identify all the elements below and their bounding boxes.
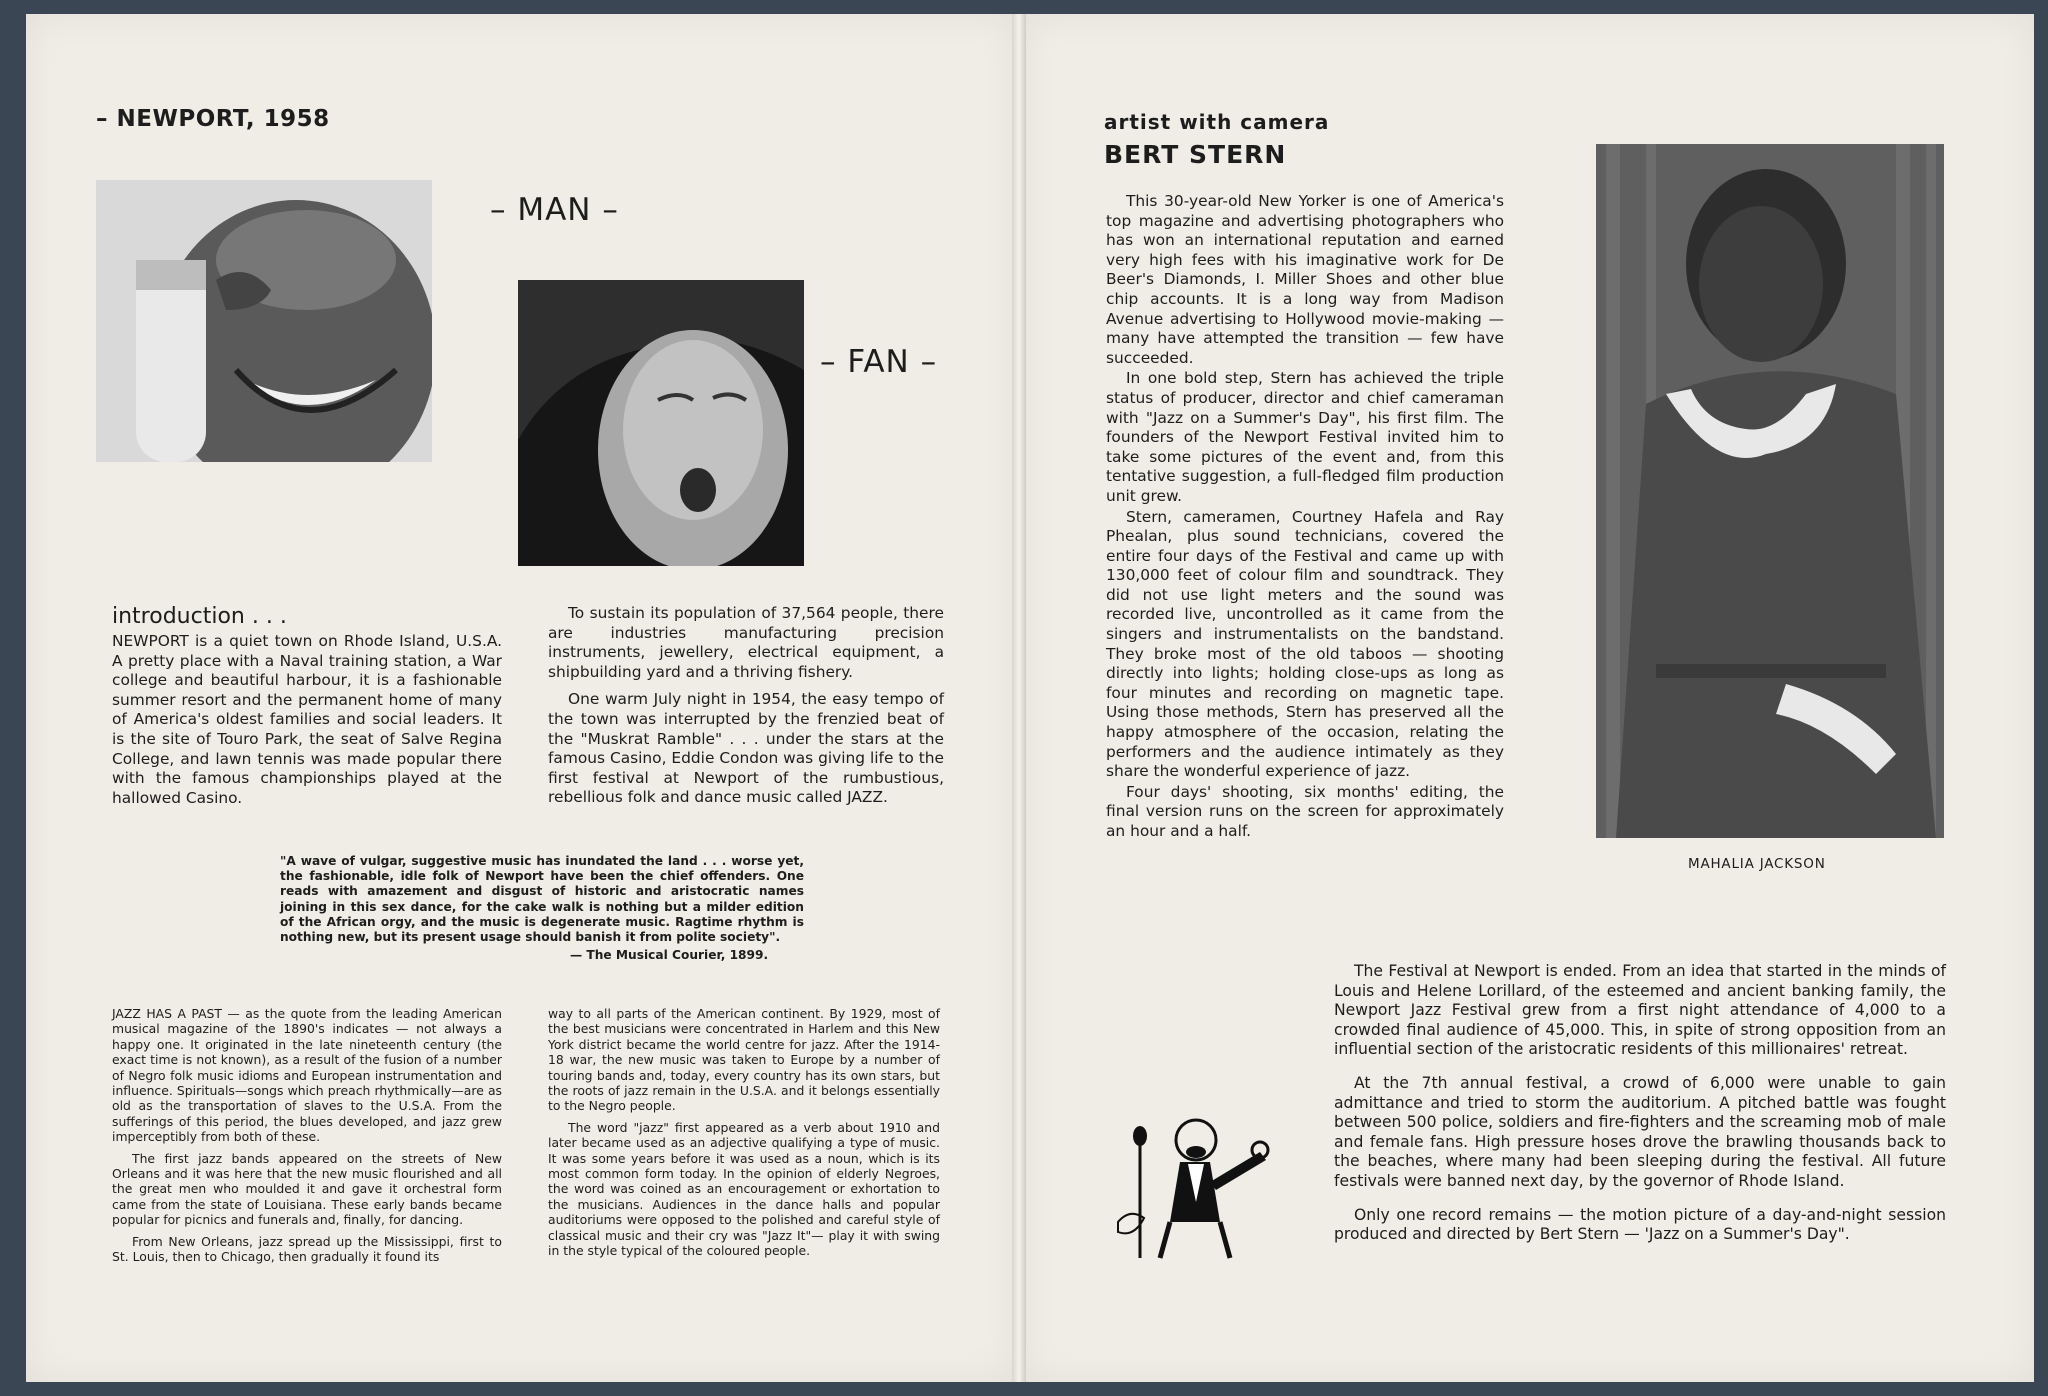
fan-label: – FAN –: [820, 344, 938, 380]
booklet-spine: [1012, 14, 1026, 1382]
intro-right-column: [548, 604, 944, 816]
jazz-history-left-column: [112, 1006, 502, 1271]
stern-paragraph: In one bold step, Stern has achieved the triple status of producer, director and chief cameraman with "Jazz on a Summer's Day", his first film. The founders of the Newport Festival invited him to take some pictures of the event and, from this tentative suggestion, a full-fledged film production unit grew.: [1106, 369, 1504, 505]
intro-paragraph: NEWPORT is a quiet town on Rhode Island, U.S.A. A pretty place with a Naval training station, a War college and beautiful harbour, it is a fashionable summer resort and the permanent home of many of America's oldest families and social leaders. It is the site of Touro Park, the seat of Salve Regina College, and lawn tennis was made popular there with the famous championships played at the hallowed Casino.: [112, 632, 502, 807]
population-paragraph: To sustain its population of 37,564 people, there are industries manufacturing precision instruments, jewellery, electrical equipment, a shipbuilding yard and a thriving fishery.: [548, 604, 944, 681]
bert-stern-column: [1106, 192, 1504, 843]
jazz-history-paragraph: JAZZ HAS A PAST — as the quote from the leading American musical magazine of the 1890's indicates — not always a happy one. It originated in the late nineteenth century (the exact time is not known), as a result of the fusion of a number of Negro folk music idioms and European instrumentation and influence. Spirituals—songs which preach rhythmically—are as old as the transportation of slaves to the U.S.A. From the sufferings of this period, the blues developed, and jazz grew imperceptibly from both of these.: [112, 1006, 502, 1145]
intro-left-column: [112, 632, 502, 816]
man-photo: [96, 180, 432, 462]
ending-paragraph: Only one record remains — the motion picture of a day-and-night session produced and directed by Bert Stern — 'Jazz on a Summer's Day".: [1334, 1205, 1946, 1244]
newport-title: – NEWPORT, 1958: [96, 106, 330, 132]
festival-ending-column: [1334, 962, 1946, 1259]
jazz-musician-cartoon: [1110, 1112, 1272, 1260]
stern-paragraph: Stern, cameramen, Courtney Hafela and Ray Phealan, plus sound technicians, covered the entire four days of the Festival and came up with 130,000 feet of colour film and soundtrack. They did not use light meters and the sound was recorded live, uncontrolled as it came from the singers and instrumentalists on the bandstand. They broke most of the old taboos — shooting directly into lights; holding close-ups as long as four minutes and recording on magnetic tape. Using those methods, Stern has preserved all the happy atmosphere of the occasion, relating the performers and the audience intimately as they share the wonderful experience of jazz.: [1106, 507, 1504, 781]
first-festival-paragraph: One warm July night in 1954, the easy tempo of the town was interrupted by the frenzied beat of the "Muskrat Ramble" . . . under the stars at the famous Casino, Eddie Condon was giving life to the first festival at Newport of the rumbustious, rebellious folk and dance music called JAZZ.: [548, 690, 944, 807]
jazz-history-paragraph: way to all parts of the American continent. By 1929, most of the best musicians were concentrated in Harlem and this New York district became the world centre for jazz. After the 1914-18 war, the new music was taken to Europe by a number of touring bands and, today, every country has its own stars, but the roots of jazz remain in the U.S.A. and it belongs essentially to the Negro people.: [548, 1006, 940, 1114]
jazz-history-paragraph: From New Orleans, jazz spread up the Mississippi, first to St. Louis, then to Chicago, then gradually it found its: [112, 1233, 502, 1265]
quote-attribution: — The Musical Courier, 1899.: [570, 948, 769, 962]
stern-paragraph: This 30-year-old New Yorker is one of America's top magazine and advertising photographers who has won an international reputation and earned very high fees with his imaginative work for De Beer's Diamonds, I. Miller Shoes and other blue chip accounts. It is a long way from Madison Avenue advertising to Hollywood movie-making — many have attempted the transition — few have succeeded.: [1106, 192, 1504, 367]
man-label: – MAN –: [490, 192, 619, 228]
ending-paragraph: At the 7th annual festival, a crowd of 6,000 were unable to gain admittance and tried to storm the auditorium. A pitched battle was fought between 500 police, soldiers and fire-fighters and the screaming mob of male and female fans. High pressure hoses drove the brawling thousands back to the beaches, where many had been sleeping during the festival. All future festivals were banned next day, by the governor of Rhode Island.: [1334, 1073, 1946, 1190]
photo-caption: MAHALIA JACKSON: [1688, 856, 1826, 872]
musical-courier-quote: "A wave of vulgar, suggestive music has inundated the land . . . worse yet, the fashionable, idle folk of Newport have been the chief offenders. One reads with amazement and disgust of historic and aristocratic names joining in this sex dance, for the cake walk is nothing but a milder edition of the African orgy, and the music is degenerate music. Ragtime rhythm is nothing new, but its present usage should banish it from polite society".: [280, 854, 804, 945]
jazz-history-paragraph: The word "jazz" first appeared as a verb about 1910 and later became used as an adjective qualifying a type of music. It was some years before it was used as a noun, which is its most common form today. In the opinion of elderly Negroes, the word was coined as an encouragement or exhortation to the musicians. Audiences in the dance halls and popular auditoriums were opposed to the polished and careful style of classical music and their cry was "Jazz It"— play it with swing in the style typical of the coloured people.: [548, 1119, 940, 1259]
fan-photo: [518, 280, 804, 566]
artist-kicker: artist with camera: [1104, 110, 1330, 134]
ending-paragraph: The Festival at Newport is ended. From an idea that started in the minds of Louis and Helene Lorillard, of the esteemed and ancient banking family, the Newport Jazz Festival grew from a first night attendance of 4,000 to a crowded final audience of 45,000. This, in spite of strong opposition from an influential section of the aristocratic residents of this millionaires' retreat.: [1334, 962, 1946, 1059]
introduction-heading: introduction . . .: [112, 604, 287, 629]
jazz-history-paragraph: The first jazz bands appeared on the streets of New Orleans and it was here that the new music flourished and all the great men who moulded it and gave it orchestral form came from the state of Louisiana. These early bands became popular for picnics and funerals and, finally, for dancing.: [112, 1150, 502, 1228]
jazz-history-right-column: [548, 1006, 940, 1265]
bert-stern-heading: BERT STERN: [1104, 140, 1287, 169]
mahalia-jackson-photo: [1596, 144, 1944, 838]
stern-paragraph: Four days' shooting, six months' editing, the final version runs on the screen for approximately an hour and a half.: [1106, 782, 1504, 840]
